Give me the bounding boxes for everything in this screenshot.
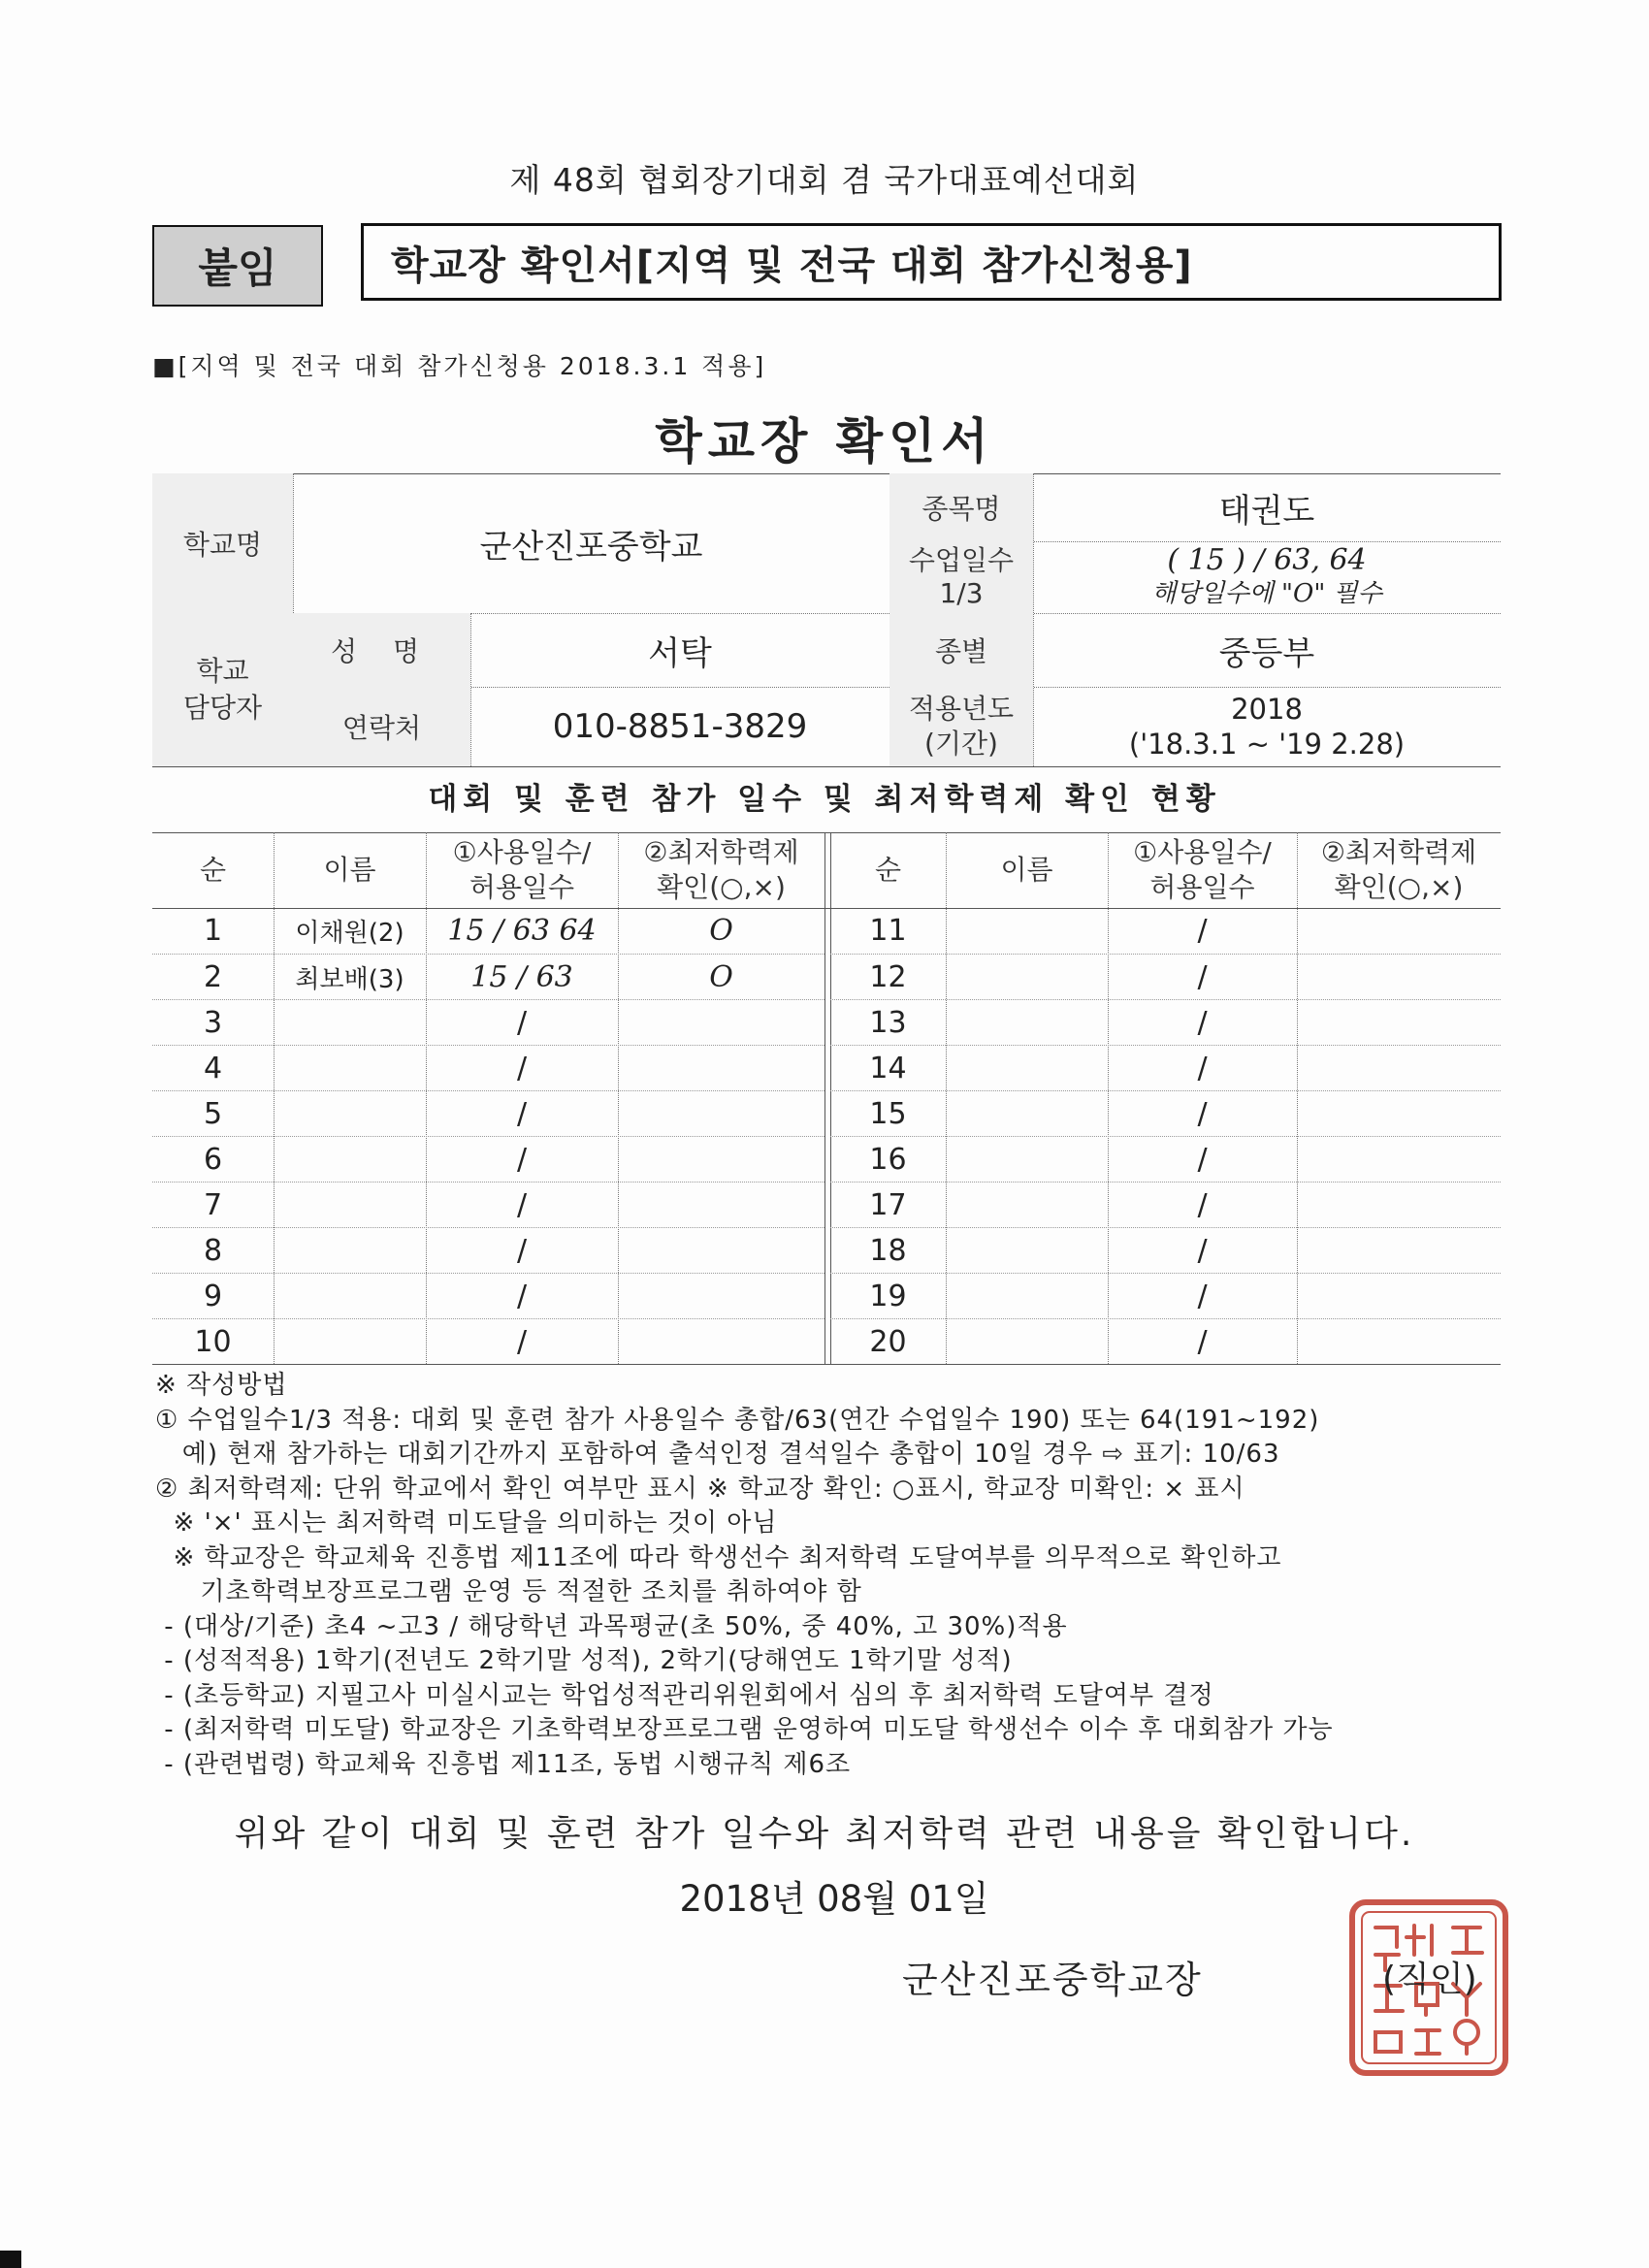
cell-days: / <box>1197 1280 1208 1313</box>
col-check-header: ②최저학력제 <box>643 836 799 868</box>
cell-check: O <box>709 960 733 994</box>
cell-no: 6 <box>203 1143 223 1177</box>
cell-days: / <box>1197 1325 1208 1359</box>
name-label: 성 명 <box>331 635 433 667</box>
cell-days: / <box>516 1143 528 1177</box>
instruction-line: 예) 현재 참가하는 대회기간까지 포함하여 출석인정 결석일수 총합이 10일 경우 ⇨ 표기: 10/63 <box>155 1440 1280 1469</box>
cell-check <box>1297 955 1501 1000</box>
cell-no: 12 <box>869 960 907 994</box>
confirmation-text: 위와 같이 대회 및 훈련 참가 일수와 최저학력 관련 내용을 확인합니다. <box>234 1814 1415 1854</box>
table-row <box>152 908 824 954</box>
cell-name <box>946 1274 1108 1319</box>
cell-no: 10 <box>194 1325 232 1359</box>
cell-name <box>274 1000 426 1046</box>
seal-mark: (직인) <box>1382 1960 1477 1999</box>
cell-name <box>946 1000 1108 1046</box>
cell-check <box>1297 1137 1501 1183</box>
period-label: (기간) <box>924 728 998 760</box>
table-row <box>152 1227 824 1274</box>
col-no-header: 순 <box>199 854 227 886</box>
cell-check <box>618 1319 824 1365</box>
cell-check <box>1297 1319 1501 1365</box>
cell-check <box>618 1091 824 1137</box>
instruction-line: ※ '×' 표시는 최저학력 미도달을 의미하는 것이 아님 <box>155 1508 778 1538</box>
table-row <box>152 1273 824 1319</box>
principal-signature: 군산진포중학교장 <box>902 1959 1203 2001</box>
col-days-header-right: ①사용일수/ <box>1133 836 1272 868</box>
cell-no: 5 <box>203 1097 223 1131</box>
table-row <box>830 1136 1501 1183</box>
class-days-label: 수업일수 <box>908 544 1015 576</box>
year: 2018 <box>1231 693 1303 726</box>
table-row <box>152 1182 824 1228</box>
table-row <box>152 954 824 1000</box>
contact: 010-8851-3829 <box>552 707 808 746</box>
cell-check <box>1297 1091 1501 1137</box>
cell-check <box>618 1000 824 1046</box>
col-name-header: 이름 <box>323 854 376 886</box>
table-row <box>152 1318 824 1365</box>
sport: 태권도 <box>1218 491 1315 531</box>
cell-days: / <box>516 1097 528 1131</box>
col-days-header: ①사용일수/ <box>452 836 592 868</box>
cell-no: 17 <box>869 1188 907 1222</box>
table-row <box>152 1045 824 1091</box>
table-row <box>830 1045 1501 1091</box>
cell-no: 19 <box>869 1280 907 1313</box>
cell-no: 15 <box>869 1097 907 1131</box>
period: ('18.3.1 ~ '19 2.28) <box>1128 728 1406 761</box>
col-check-header-right: ②최저학력제 <box>1320 836 1477 868</box>
instruction-line: - (대상/기준) 초4 ~고3 / 해당학년 과목평균(초 50%, 중 40%, 고 30%)적용 <box>155 1611 1068 1641</box>
table-row <box>152 1090 824 1137</box>
cell-days: / <box>1197 914 1208 948</box>
cell-days: 15 / 63 64 <box>447 914 597 948</box>
class-days-value: ( 15 ) / 63, 64 <box>1167 543 1367 577</box>
cell-name <box>946 1228 1108 1274</box>
cell-no: 7 <box>203 1188 223 1222</box>
cell-check <box>1297 1000 1501 1046</box>
cell-name <box>274 1091 426 1137</box>
cell-days: / <box>516 1280 528 1313</box>
cell-no: 14 <box>869 1052 907 1085</box>
cell-no: 1 <box>203 914 223 948</box>
cell-check <box>1297 1274 1501 1319</box>
cell-name: 최보배(3) <box>295 965 404 994</box>
cell-name <box>274 1046 426 1091</box>
cell-no: 20 <box>869 1325 907 1359</box>
instruction-line: 기초학력보장프로그램 운영 등 적절한 조치를 취하여야 함 <box>155 1577 862 1606</box>
class-days-note: 해당일수에 "O" 필수 <box>1151 579 1382 608</box>
cell-check <box>618 1228 824 1274</box>
header-title: 학교장 확인서[지역 및 전국 대회 참가신청용] <box>361 223 1502 301</box>
table-row <box>830 954 1501 1000</box>
document-date: 2018년 08월 01일 <box>679 1878 989 1920</box>
cell-days: / <box>516 1006 528 1040</box>
sport-label: 종목명 <box>922 493 1001 525</box>
cell-days: / <box>1197 1052 1208 1085</box>
cell-no: 16 <box>869 1143 907 1177</box>
cell-days: / <box>1197 1188 1208 1222</box>
cell-name <box>946 1137 1108 1183</box>
category: 중등부 <box>1218 633 1315 673</box>
cell-name <box>274 1137 426 1183</box>
cell-days: / <box>516 1325 528 1359</box>
school-info-table <box>152 473 1501 766</box>
staff-label: 학교 <box>196 655 249 687</box>
table-row <box>830 908 1501 954</box>
table-row <box>830 1090 1501 1137</box>
cell-check <box>1297 1183 1501 1228</box>
document-title: 학교장 확인서 <box>655 413 994 470</box>
table-row <box>830 1182 1501 1228</box>
col-days-header-2: 허용일수 <box>469 871 575 903</box>
instruction-line: ※ 작성방법 <box>155 1371 288 1400</box>
cell-name <box>946 1091 1108 1137</box>
table-row <box>830 1227 1501 1274</box>
table-row <box>830 999 1501 1046</box>
category-label: 종별 <box>934 635 988 667</box>
class-days-fraction: 1/3 <box>939 577 984 609</box>
year-label: 적용년도 <box>908 693 1015 725</box>
notice: ■[지역 및 전국 대회 참가신청용 2018.3.1 적용] <box>152 352 767 380</box>
attachment-label: 붙임 <box>152 225 323 307</box>
cell-check: O <box>709 914 733 948</box>
cell-check <box>618 1183 824 1228</box>
table-row <box>152 1136 824 1183</box>
staff-name: 서탁 <box>648 633 712 673</box>
event-title: 제 48회 협회장기대회 겸 국가대표예선대회 <box>509 161 1140 199</box>
cell-days: / <box>1197 1234 1208 1268</box>
cell-days: / <box>1197 1097 1208 1131</box>
cell-check <box>1297 1046 1501 1091</box>
contact-label: 연락처 <box>341 712 422 744</box>
cell-name <box>946 908 1108 954</box>
attendance-table <box>152 832 1501 1366</box>
cell-no: 2 <box>203 960 223 994</box>
cell-check <box>1297 1228 1501 1274</box>
cell-check <box>618 1274 824 1319</box>
cell-no: 18 <box>869 1234 907 1268</box>
scan-edge-mark <box>0 2251 21 2268</box>
instruction-line: - (성적적용) 1학기(전년도 2학기말 성적), 2학기(당해연도 1학기말 성적) <box>155 1646 1013 1675</box>
section-title: 대회 및 훈련 참가 일수 및 최저학력제 확인 현황 <box>428 782 1221 817</box>
cell-days: 15 / 63 <box>470 960 573 994</box>
table-row <box>152 999 824 1046</box>
table-row <box>830 1318 1501 1365</box>
school-name: 군산진포중학교 <box>479 527 703 567</box>
cell-no: 11 <box>869 914 907 948</box>
cell-name <box>274 1228 426 1274</box>
cell-check <box>618 1137 824 1183</box>
staff-label-2: 담당자 <box>182 692 263 724</box>
cell-name <box>946 955 1108 1000</box>
cell-check <box>1297 908 1501 954</box>
cell-name <box>946 1183 1108 1228</box>
cell-name <box>946 1319 1108 1365</box>
instruction-line: - (관련법령) 학교체육 진흥법 제11조, 동법 시행규칙 제6조 <box>155 1749 852 1779</box>
col-name-header-right: 이름 <box>1000 854 1053 886</box>
instruction-line: ① 수업일수1/3 적용: 대회 및 훈련 참가 사용일수 총합/63(연간 수업일수 190) 또는 64(191~192) <box>155 1405 1320 1435</box>
cell-name <box>274 1319 426 1365</box>
cell-days: / <box>516 1052 528 1085</box>
cell-days: / <box>1197 1006 1208 1040</box>
cell-days: / <box>516 1234 528 1268</box>
cell-name <box>946 1046 1108 1091</box>
cell-name <box>274 1274 426 1319</box>
instruction-line: - (최저학력 미도달) 학교장은 기초학력보장프로그램 운영하여 미도달 학생선수 이수 후 대회참가 가능 <box>155 1715 1334 1744</box>
cell-no: 13 <box>869 1006 907 1040</box>
instruction-line: ※ 학교장은 학교체육 진흥법 제11조에 따라 학생선수 최저학력 도달여부를 의무적으로 확인하고 <box>155 1542 1282 1572</box>
cell-no: 9 <box>203 1280 223 1313</box>
cell-no: 3 <box>203 1006 223 1040</box>
col-check-header-2: 확인(○,×) <box>657 871 786 903</box>
cell-no: 8 <box>203 1234 223 1268</box>
cell-days: / <box>516 1188 528 1222</box>
cell-check <box>618 1046 824 1091</box>
col-no-header-right: 순 <box>874 854 902 886</box>
cell-days: / <box>1197 1143 1208 1177</box>
school-name-label: 학교명 <box>182 529 263 561</box>
instruction-line: - (초등학교) 지필고사 미실시교는 학업성적관리위원회에서 심의 후 최저학력 도달여부 결정 <box>155 1680 1214 1710</box>
table-row <box>830 1273 1501 1319</box>
cell-name <box>274 1183 426 1228</box>
col-check-header-right-2: 확인(○,×) <box>1334 871 1464 903</box>
cell-no: 4 <box>203 1052 223 1085</box>
col-days-header-right-2: 허용일수 <box>1149 871 1255 903</box>
cell-name: 이채원(2) <box>295 919 404 948</box>
instruction-line: ② 최저학력제: 단위 학교에서 확인 여부만 표시 ※ 학교장 확인: ○표시, 학교장 미확인: × 표시 <box>155 1474 1245 1504</box>
cell-days: / <box>1197 960 1208 994</box>
